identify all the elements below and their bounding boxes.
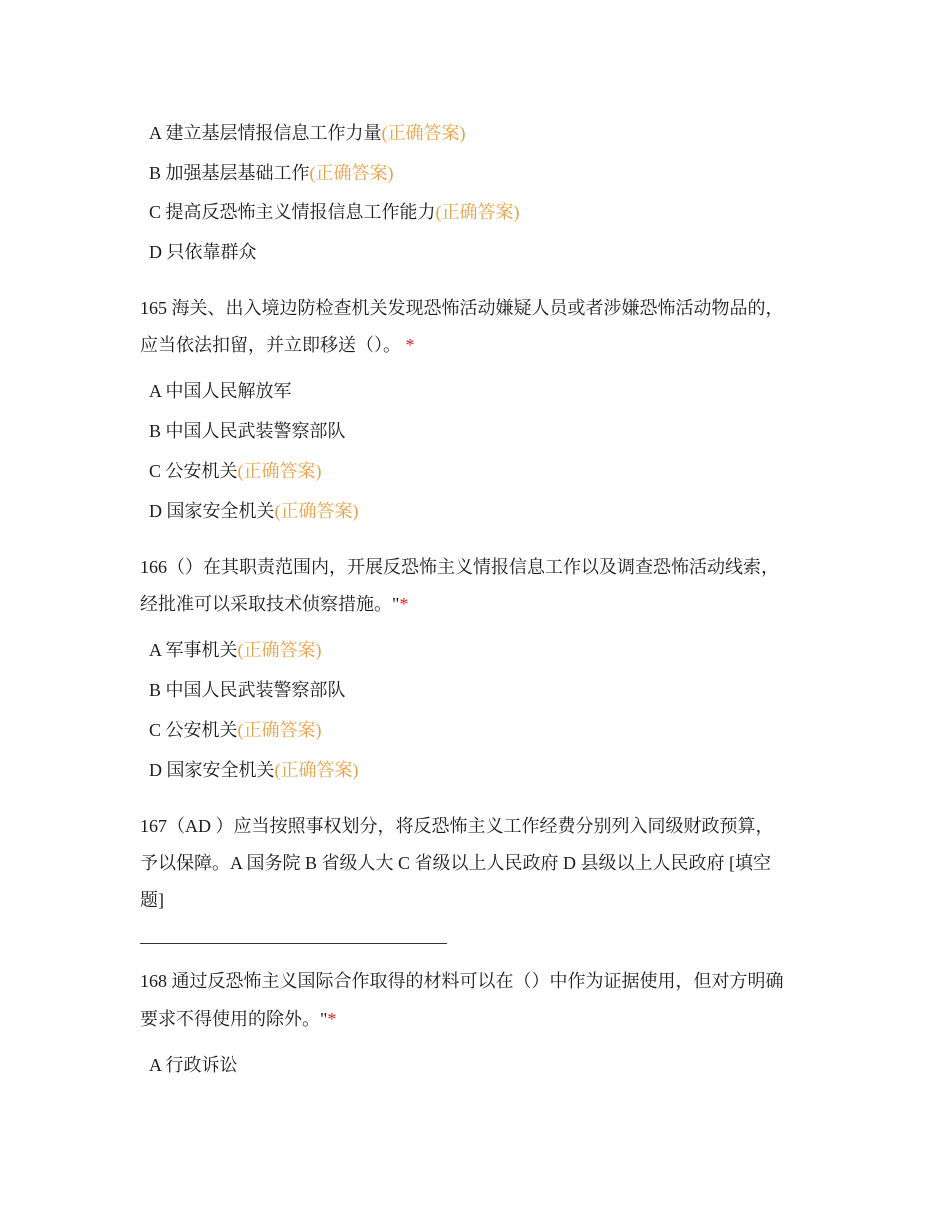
correct-answer-tag: (正确答案) [237, 461, 322, 481]
option-a [149, 379, 292, 403]
option-d [149, 758, 359, 782]
correct-answer-tag: (正确答案) [435, 202, 520, 222]
option-label: B 中国人民武装警察部队 [149, 680, 346, 700]
option-c [149, 718, 322, 742]
question-166-line-1: 166（）在其职责范围内，开展反恐怖主义情报信息工作以及调查恐怖活动线索， [140, 557, 779, 577]
correct-answer-tag: (正确答案) [237, 720, 322, 740]
option-label: C 公安机关 [149, 461, 238, 481]
required-mark: * [399, 594, 409, 614]
option-label: B 加强基层基础工作 [149, 163, 310, 183]
question-165-line-1: 165 海关、出入境边防检查机关发现恐怖活动嫌疑人员或者涉嫌恐怖活动物品的， [140, 298, 784, 318]
option-a [149, 121, 466, 145]
correct-answer-tag: (正确答案) [274, 501, 359, 521]
option-a [149, 1053, 238, 1077]
option-label: A 建立基层情报信息工作力量 [149, 123, 382, 143]
question-text: 经批准可以采取技术侦察措施。" [140, 594, 400, 614]
question-168-line-1: 168 通过反恐怖主义国际合作取得的材料可以在（）中作为证据使用，但对方明确 [140, 971, 784, 991]
question-text: 要求不得使用的除外。" [140, 1009, 328, 1029]
option-b [149, 419, 346, 443]
option-d [149, 499, 359, 523]
fill-in-blank-line [140, 943, 447, 944]
required-mark: * [327, 1009, 337, 1029]
question-165-line-2 [140, 333, 820, 357]
question-text: 应当依法扣留，并立即移送（）。 [140, 335, 401, 355]
question-167-line-1: 167（AD ）应当按照事权划分，将反恐怖主义工作经费分别列入同级财政预算， [140, 816, 774, 836]
option-label: C 公安机关 [149, 720, 238, 740]
option-label: A 中国人民解放军 [149, 381, 292, 401]
option-label: D 只依靠群众 [149, 242, 257, 262]
option-c [149, 200, 520, 224]
correct-answer-tag: (正确答案) [237, 640, 322, 660]
option-label: A 行政诉讼 [149, 1055, 238, 1075]
option-d [149, 240, 257, 264]
option-label: C 提高反恐怖主义情报信息工作能力 [149, 202, 436, 222]
question-168-line-2 [140, 1007, 820, 1031]
option-label: B 中国人民武装警察部队 [149, 421, 346, 441]
correct-answer-tag: (正确答案) [309, 163, 394, 183]
correct-answer-tag: (正确答案) [381, 123, 466, 143]
option-b [149, 678, 346, 702]
question-166-line-2 [140, 592, 820, 616]
option-c [149, 459, 322, 483]
required-mark: * [405, 335, 415, 355]
option-b [149, 161, 394, 185]
option-label: D 国家安全机关 [149, 501, 275, 521]
option-label: A 军事机关 [149, 640, 238, 660]
question-167-line-2: 予以保障。A 国务院 B 省级人大 C 省级以上人民政府 D 县级以上人民政府 [填空 [140, 853, 772, 873]
option-a [149, 638, 322, 662]
question-167-line-3: 题] [140, 890, 164, 910]
option-label: D 国家安全机关 [149, 760, 275, 780]
correct-answer-tag: (正确答案) [274, 760, 359, 780]
